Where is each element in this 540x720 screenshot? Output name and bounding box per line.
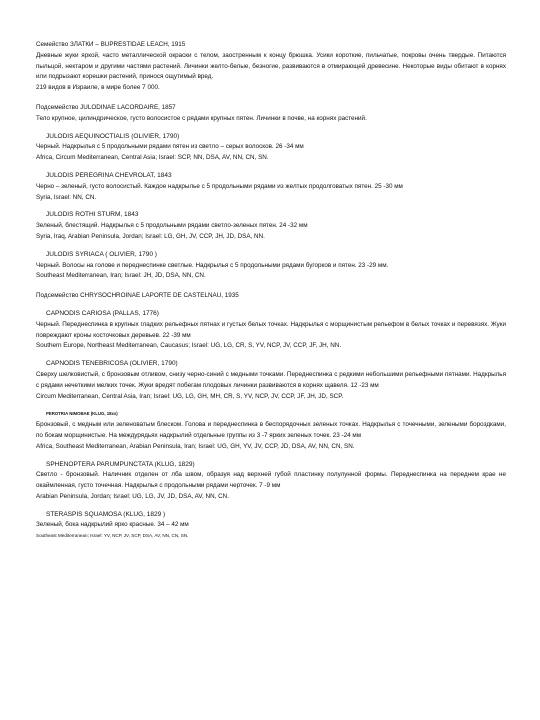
species-range: Arabian Peninsula, Jordan; Israel: UG, LG, JV, JD, DSA, AV, NN, CN. <box>36 492 229 500</box>
family-title: Семейство ЗЛАТКИ – BUPRESTIDAE LEACH, 1915 <box>36 41 186 48</box>
species-title: PEROTRIA NIMOBAE (KLUG, 18xx) <box>46 411 118 417</box>
family-count: 219 видов в Израиле, в мире более 7 000. <box>36 84 160 92</box>
species-description: Черно – зеленый, густо волосистый. Каждое надкрылье с 5 продольными рядами из желтых продолговатых пятен. 25 -30 мм <box>36 182 403 190</box>
subfamily-julodinae-desc: Тело крупное, цилиндрическое, густо волосистое с рядами крупных пятен. Личинки в почве, на корнях растений. <box>36 114 367 122</box>
species-title: CAPNODIS TENEBRICOSA (OLIVIER, 1790) <box>46 360 178 368</box>
species-title: JULODIS ROTHI STURM, 1843 <box>46 211 139 219</box>
species-title: JULODIS AEQUINOCTIALIS (OLIVIER, 1790) <box>46 132 180 140</box>
species-description: Светло - бронзовый. Наличник отделен от лба швом, образуя над верхней губой пластинку полулунной формы. Переднеспинка на переднем крае не окаймленная, густо точечная. Надкрылья с продольными рядами черточек. 7 -9 мм <box>36 471 506 490</box>
document-page <box>36 40 506 542</box>
species-range: Syria, Iraq, Arabian Peninsula, Jordan; Israel: LG, GH, JV, CCP, JH, JD, DSA, NN. <box>36 232 265 240</box>
species-description: Черный. Переднеспинка в крупных гладких рельефных пятнах и густых белых точках. Надкрылья с морщинистым рельефом в белых точках и перевязях. Жуки повреждают кроны косточковых деревьев. 22 -39 мм <box>36 320 506 339</box>
family-intro: Дневные жуки яркой, часто металлической окраски с телом, заостренным к концу брюшка. Усики короткие, пильчатые, покровы очень твердые. Питаются пыльцой, нектаром и другими частями растений. Личинки желто-белые, безногие, развиваются в отмирающей древесине. Некоторые виды обитают в корнях или подрызают корешки растений, принося ощутимый вред. <box>36 51 506 81</box>
species-description: Зеленый, блестящий. Надкрылья с 5 продольными рядами светло-зеленых пятен. 24 -32 мм <box>36 222 308 230</box>
species-range: Southern Europe, Northeast Mediterranean, Caucasus; Israel: UG, LG, CR, S, YV, NCP, JV, CCP, JF, JH, NN. <box>36 342 342 350</box>
species-title: SPHENOPTERA PARUMPUNCTATA (KLUG, 1829) <box>46 460 195 468</box>
species-title: STERASPIS SQUAMOSA (KLUG, 1829 ) <box>46 510 166 518</box>
species-range: Africa, Circum Mediterranean, Central Asia; Israel: SCP, NN, DSA, AV, NN, CN, SN. <box>36 154 269 162</box>
species-description: Бронзовый, с медным или зеленоватым блеском. Голова и переднеспинка в беспорядочных зеленых точках. Надкрылья с точечными, зелеными бороздками, по бокам морщинистые. На междурядьях надкрылий отдельные группы из 3 -7 ярких зеленых точек. 23 -24 мм <box>36 421 506 439</box>
species-description: Черный. Волосы на голове и переднеспинке светлые. Надкрылья с 5 продольными рядами бугорков и пятен. 23 -29 мм. <box>36 261 389 269</box>
species-description: Черный. Надкрылья с 5 продольными рядами пятен из светло – серых волосков. 26 -34 мм <box>36 143 304 151</box>
species-range: Syria, Israel: NN, CN. <box>36 193 97 201</box>
species-range: Southeast Mediterranean; Israel: YV, NCP, JV, SCP, DSA, AV, NN, CN, SN. <box>36 533 189 539</box>
species-range: Southeast Mediterranean, Iran; Israel: JH, JD, DSA, NN, CN. <box>36 272 206 280</box>
species-description: Сверху шелковистый, с бронзовым отливом, снизу черно-синий с медными точками. Переднеспинка с редкими небольшими рельефными пятнами. Надкрылья с рядами нечеткими мелких точек. Жуки вредят побегам плодовых личинки развиваются в корнях щавеля. 12 -23 мм <box>36 370 506 389</box>
species-range: Africa, Southeast Mediterranean, Arabian Peninsula, Iran; Israel: UG, GH, YV, JV, CCP, JD, DSA, AV, NN, CN, SN. <box>36 442 355 450</box>
subfamily-julodinae-title: Подсемейство JULODINAE LACORDAIRE, 1857 <box>36 103 176 111</box>
species-title: JULODIS PEREGRINA CHEVROLAT, 1843 <box>46 171 172 179</box>
species-title: CAPNODIS CARIOSA (PALLAS, 1776) <box>46 309 159 317</box>
subfamily-chrysochroinae-title: Подсемейство CHRYSOCHROINAE LAPORTE DE CASTELNAU, 1935 <box>36 292 239 300</box>
species-title: JULODIS SYRIACA ( OLIVIER, 1790 ) <box>46 250 157 258</box>
species-description: Зеленый, бока надкрылий ярко красные. 34 – 42 мм <box>36 521 189 529</box>
species-range: Circum Mediterranean, Central Asia, Iran; Israel: UG, LG, GH, MH, CR, S, YV, NCP, JV, CCP, JF, JH, JD, SCP. <box>36 392 344 400</box>
